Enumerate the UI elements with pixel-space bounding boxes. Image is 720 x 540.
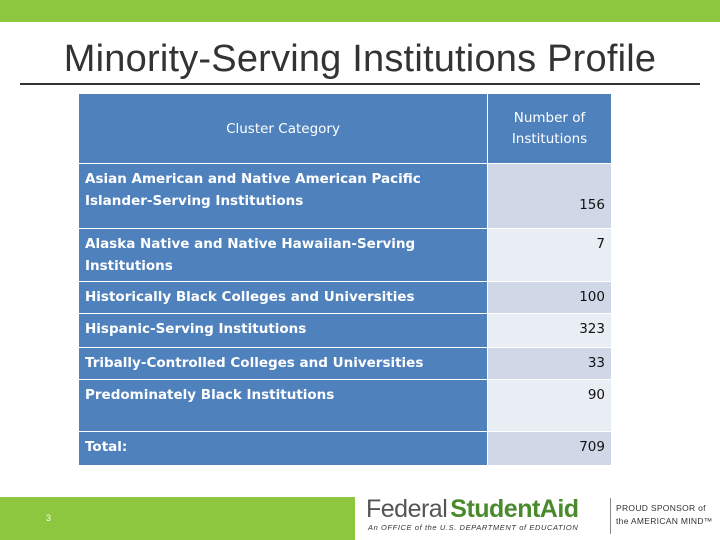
table-row bbox=[79, 314, 612, 348]
sponsor-line-2: the AMERICAN MIND™ bbox=[616, 516, 713, 526]
category-cell: Hispanic-Serving Institutions bbox=[79, 314, 488, 348]
total-count-cell: 709 bbox=[488, 432, 612, 466]
count-cell: 33 bbox=[488, 348, 612, 380]
footer-divider bbox=[610, 498, 611, 534]
logo-word-federal: Federal bbox=[366, 495, 448, 523]
sponsor-line-1: PROUD SPONSOR of bbox=[616, 503, 706, 513]
footer-accent-bar bbox=[0, 497, 355, 540]
header-cluster-category: Cluster Category bbox=[79, 94, 488, 164]
count-cell: 7 bbox=[488, 229, 612, 282]
total-label-cell: Total: bbox=[79, 432, 488, 466]
count-cell: 90 bbox=[488, 380, 612, 432]
table-row bbox=[79, 282, 612, 314]
federal-student-aid-logo bbox=[366, 495, 596, 535]
top-accent-bar bbox=[0, 0, 720, 22]
table-total-row bbox=[79, 432, 612, 466]
logo-subtitle: An OFFICE of the U.S. DEPARTMENT of EDUCATION bbox=[368, 523, 579, 532]
table-row bbox=[79, 348, 612, 380]
count-cell bbox=[488, 164, 612, 229]
sponsor-tagline bbox=[616, 502, 713, 528]
institutions-table bbox=[78, 93, 612, 466]
category-cell: Historically Black Colleges and Universities bbox=[79, 282, 488, 314]
table-row bbox=[79, 380, 612, 432]
logo-wordmark bbox=[366, 495, 579, 524]
count-value: 156 bbox=[579, 197, 605, 213]
header-number-of-institutions: Number of Institutions bbox=[488, 94, 612, 164]
title-underline bbox=[20, 83, 700, 85]
category-cell: Asian American and Native American Pacific Islander-Serving Institutions bbox=[79, 164, 488, 229]
table-row bbox=[79, 229, 612, 282]
category-cell: Predominately Black Institutions bbox=[79, 380, 488, 432]
logo-word-student-aid: StudentAid bbox=[450, 495, 579, 523]
category-cell: Tribally-Controlled Colleges and Universities bbox=[79, 348, 488, 380]
count-cell: 100 bbox=[488, 282, 612, 314]
count-cell: 323 bbox=[488, 314, 612, 348]
table-header-row bbox=[79, 94, 612, 164]
category-cell: Alaska Native and Native Hawaiian-Serving Institutions bbox=[79, 229, 488, 282]
table-row bbox=[79, 164, 612, 229]
page-number: 3 bbox=[46, 513, 52, 523]
slide-title: Minority-Serving Institutions Profile bbox=[63, 38, 657, 80]
